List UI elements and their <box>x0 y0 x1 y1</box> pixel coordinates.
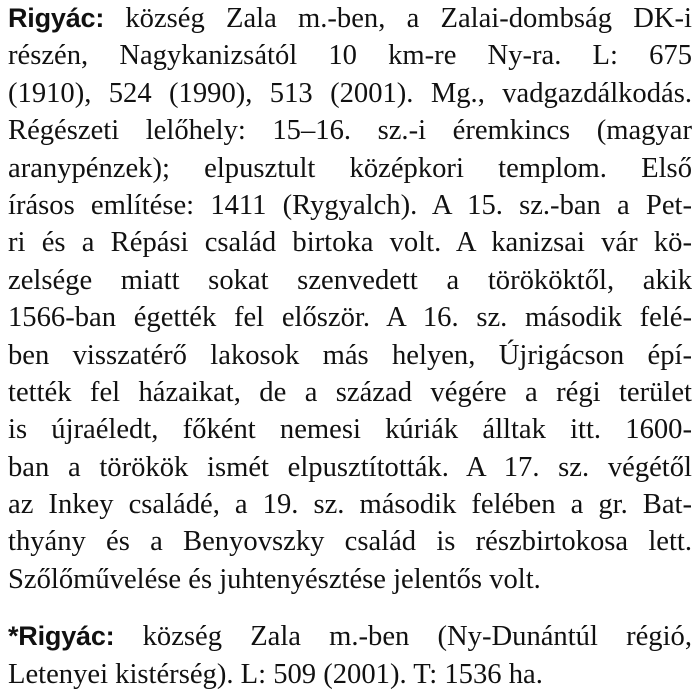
entry-line: ben visszatérő lakosok más helyen, Újrigácson épí- <box>8 339 692 371</box>
entry-headword: *Rigyác: <box>8 621 115 652</box>
entry-line: Szőlőművelése és juhtenyésztése jelentős volt. <box>8 563 541 595</box>
entry-line: Rigyác: község Zala m.-ben, a Zalai-dombság DK-i <box>8 3 692 34</box>
entry-line: Régészeti lelőhely: 15–16. sz.-i éremkincs (magyar <box>8 115 692 147</box>
entry-line: Letenyei kistérség). L: 509 (2001). T: 1536 ha. <box>8 658 543 690</box>
entry-line: ri és a Répási család birtoka volt. A kanizsai vár kö- <box>8 227 692 259</box>
entry-line: aranypénzek); elpusztult középkori templom. Első <box>8 152 692 184</box>
entry-line: ban a törökök ismét elpusztították. A 17. sz. végétől <box>8 451 692 483</box>
entry-line: 1566-ban égették fel először. A 16. sz. második felé- <box>8 302 692 334</box>
entry-headword: Rigyác: <box>8 3 105 33</box>
entry-rigyac-current <box>8 618 692 693</box>
entry-line: részén, Nagykanizsától 10 km-re Ny-ra. L: 675 <box>8 40 692 72</box>
entry-line: is újraéledt, főként nemesi kúriák álltak itt. 1600- <box>8 414 692 446</box>
entry-line: írásos említése: 1411 (Rygyalch). A 15. sz.-ban a Pet- <box>8 189 692 221</box>
entry-line: az Inkey családé, a 19. sz. második felében a gr. Bat- <box>8 489 692 521</box>
entry-line: *Rigyác: község Zala m.-ben (Ny-Dunántúl régió, <box>8 621 692 653</box>
entry-line: tették fel házaikat, de a század végére a régi terület <box>8 376 692 408</box>
entry-line: zelsége miatt sokat szenvedett a törököktől, akik <box>8 264 692 296</box>
entry-rigyac-historical <box>8 0 692 598</box>
entry-line: (1910), 524 (1990), 513 (2001). Mg., vadgazdálkodás. <box>8 77 692 109</box>
lexicon-page <box>8 0 692 693</box>
entry-line: thyány és a Benyovszky család is részbirtokosa lett. <box>8 526 692 558</box>
